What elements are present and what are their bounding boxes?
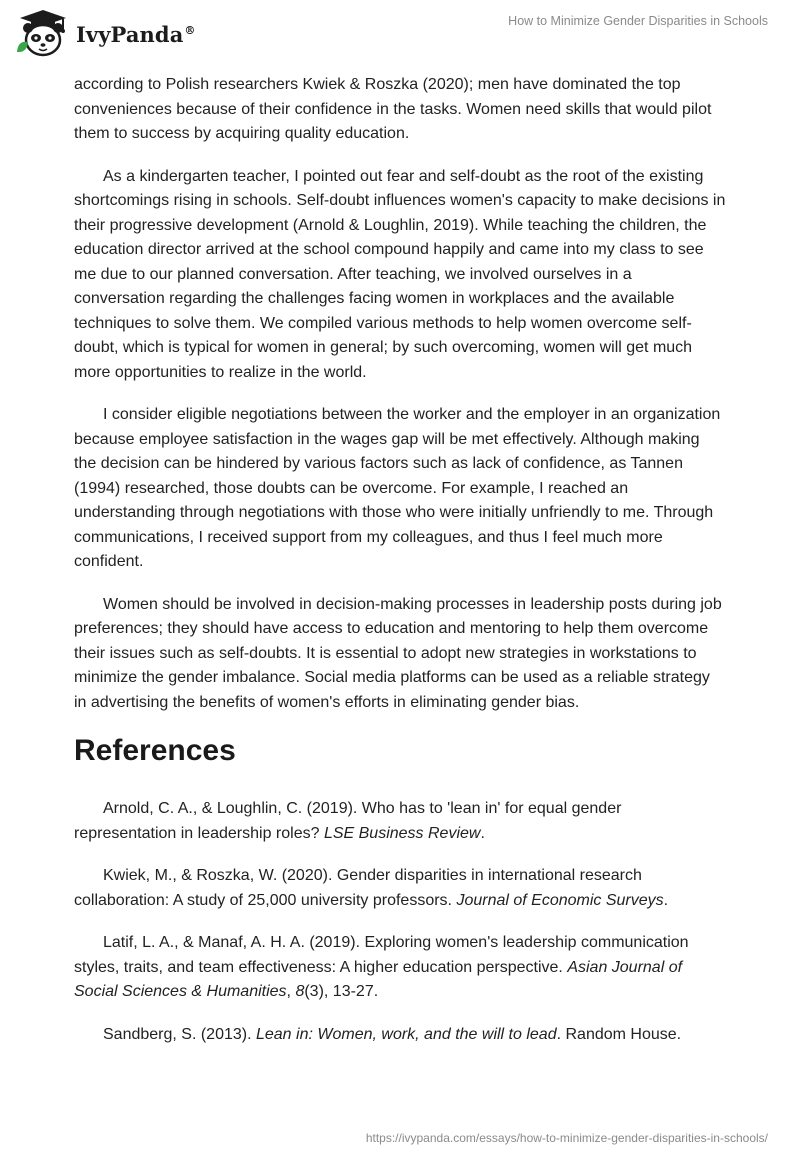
reference-text: Arnold, C. A., & Loughlin, C. (2019). Who has to 'lean in' for equal gender representation in leadership roles? (74, 800, 622, 842)
reference-item (74, 1023, 726, 1048)
page-header (0, 0, 800, 70)
body-paragraph: according to Polish researchers Kwiek & Roszka (2020); men have dominated the top conveniences because of their confidence in the tasks. Women need skills that would pilot them to success by acquiring quality education. (74, 76, 712, 142)
reference-tail: . Random House. (556, 1025, 682, 1043)
body-paragraph: Women should be involved in decision-making processes in leadership posts during job preferences; they should have access to education and mentoring to help them overcome their issues such as self-doubts. It is essential to adopt new strategies in workstations to minimize the gender imbalance. Social media platforms can be used as a reliable strategy in advertising the benefits of women's efforts in eliminating gender bias. (74, 595, 722, 711)
ivypanda-logo[interactable] (14, 8, 196, 58)
document-title: How to Minimize Gender Disparities in Schools (508, 14, 768, 28)
reference-item (74, 864, 726, 913)
reference-volume: 8 (295, 983, 305, 1000)
reference-item (74, 931, 726, 1005)
reference-source: Asian Journal of Social Sciences & Humanities (74, 958, 683, 1000)
panda-graduate-logo-icon (14, 8, 72, 58)
reference-tail: . (480, 824, 485, 842)
reference-source: Lean in: Women, work, and the will to lead (255, 1025, 557, 1043)
reference-text: Kwiek, M., & Roszka, W. (2020). Gender disparities in international research collaboration: A study of 25,000 university professors. (74, 867, 642, 909)
footer-url-link[interactable]: https://ivypanda.com/essays/how-to-minimize-gender-disparities-in-schools/ (365, 1131, 768, 1145)
body-paragraph: As a kindergarten teacher, I pointed out fear and self-doubt as the root of the existing shortcomings rising in schools. Self-doubt influences women's capacity to make decisions in their progressive development (Arnold & Loughlin, 2019). While teaching the children, the education director arrived at the school compound happily and came into my class to see me due to our planned conversation. After teaching, we involved ourselves in a conversation regarding the challenges facing women in workplaces and the available techniques to solve them. We compiled various methods to help women overcome self-doubt, which is typical for women in general; by such overcoming, women will get much more opportunities to realize in the world. (74, 167, 726, 381)
reference-tail: . (663, 891, 669, 909)
reference-separator: , (286, 983, 296, 1000)
reference-source: LSE Business Review (323, 824, 481, 842)
references-heading: References (74, 734, 236, 767)
reference-tail: (3), 13-27. (304, 983, 379, 1000)
logo-wordmark: IvyPanda® (76, 21, 196, 47)
reference-text: Latif, L. A., & Manaf, A. H. A. (2019). Exploring women's leadership communication styles, traits, and team effectiveness: A higher education perspective. (74, 934, 689, 976)
reference-item (74, 797, 726, 846)
body-paragraph: I consider eligible negotiations between the worker and the employer in an organization because employee satisfaction in the wages gap will be met effectively. Although making the decision can be hindered by various factors such as lack of confidence, as Tannen (1994) researched, those doubts can be overcome. For example, I reached an understanding through negotiations with those who were initially unfriendly to me. Through communications, I received support from my colleagues, and thus I feel much more confident. (74, 406, 721, 570)
reference-source: Journal of Economic Surveys (456, 891, 664, 909)
essay-content (74, 73, 726, 1065)
reference-text: Sandberg, S. (2013). (103, 1025, 256, 1043)
